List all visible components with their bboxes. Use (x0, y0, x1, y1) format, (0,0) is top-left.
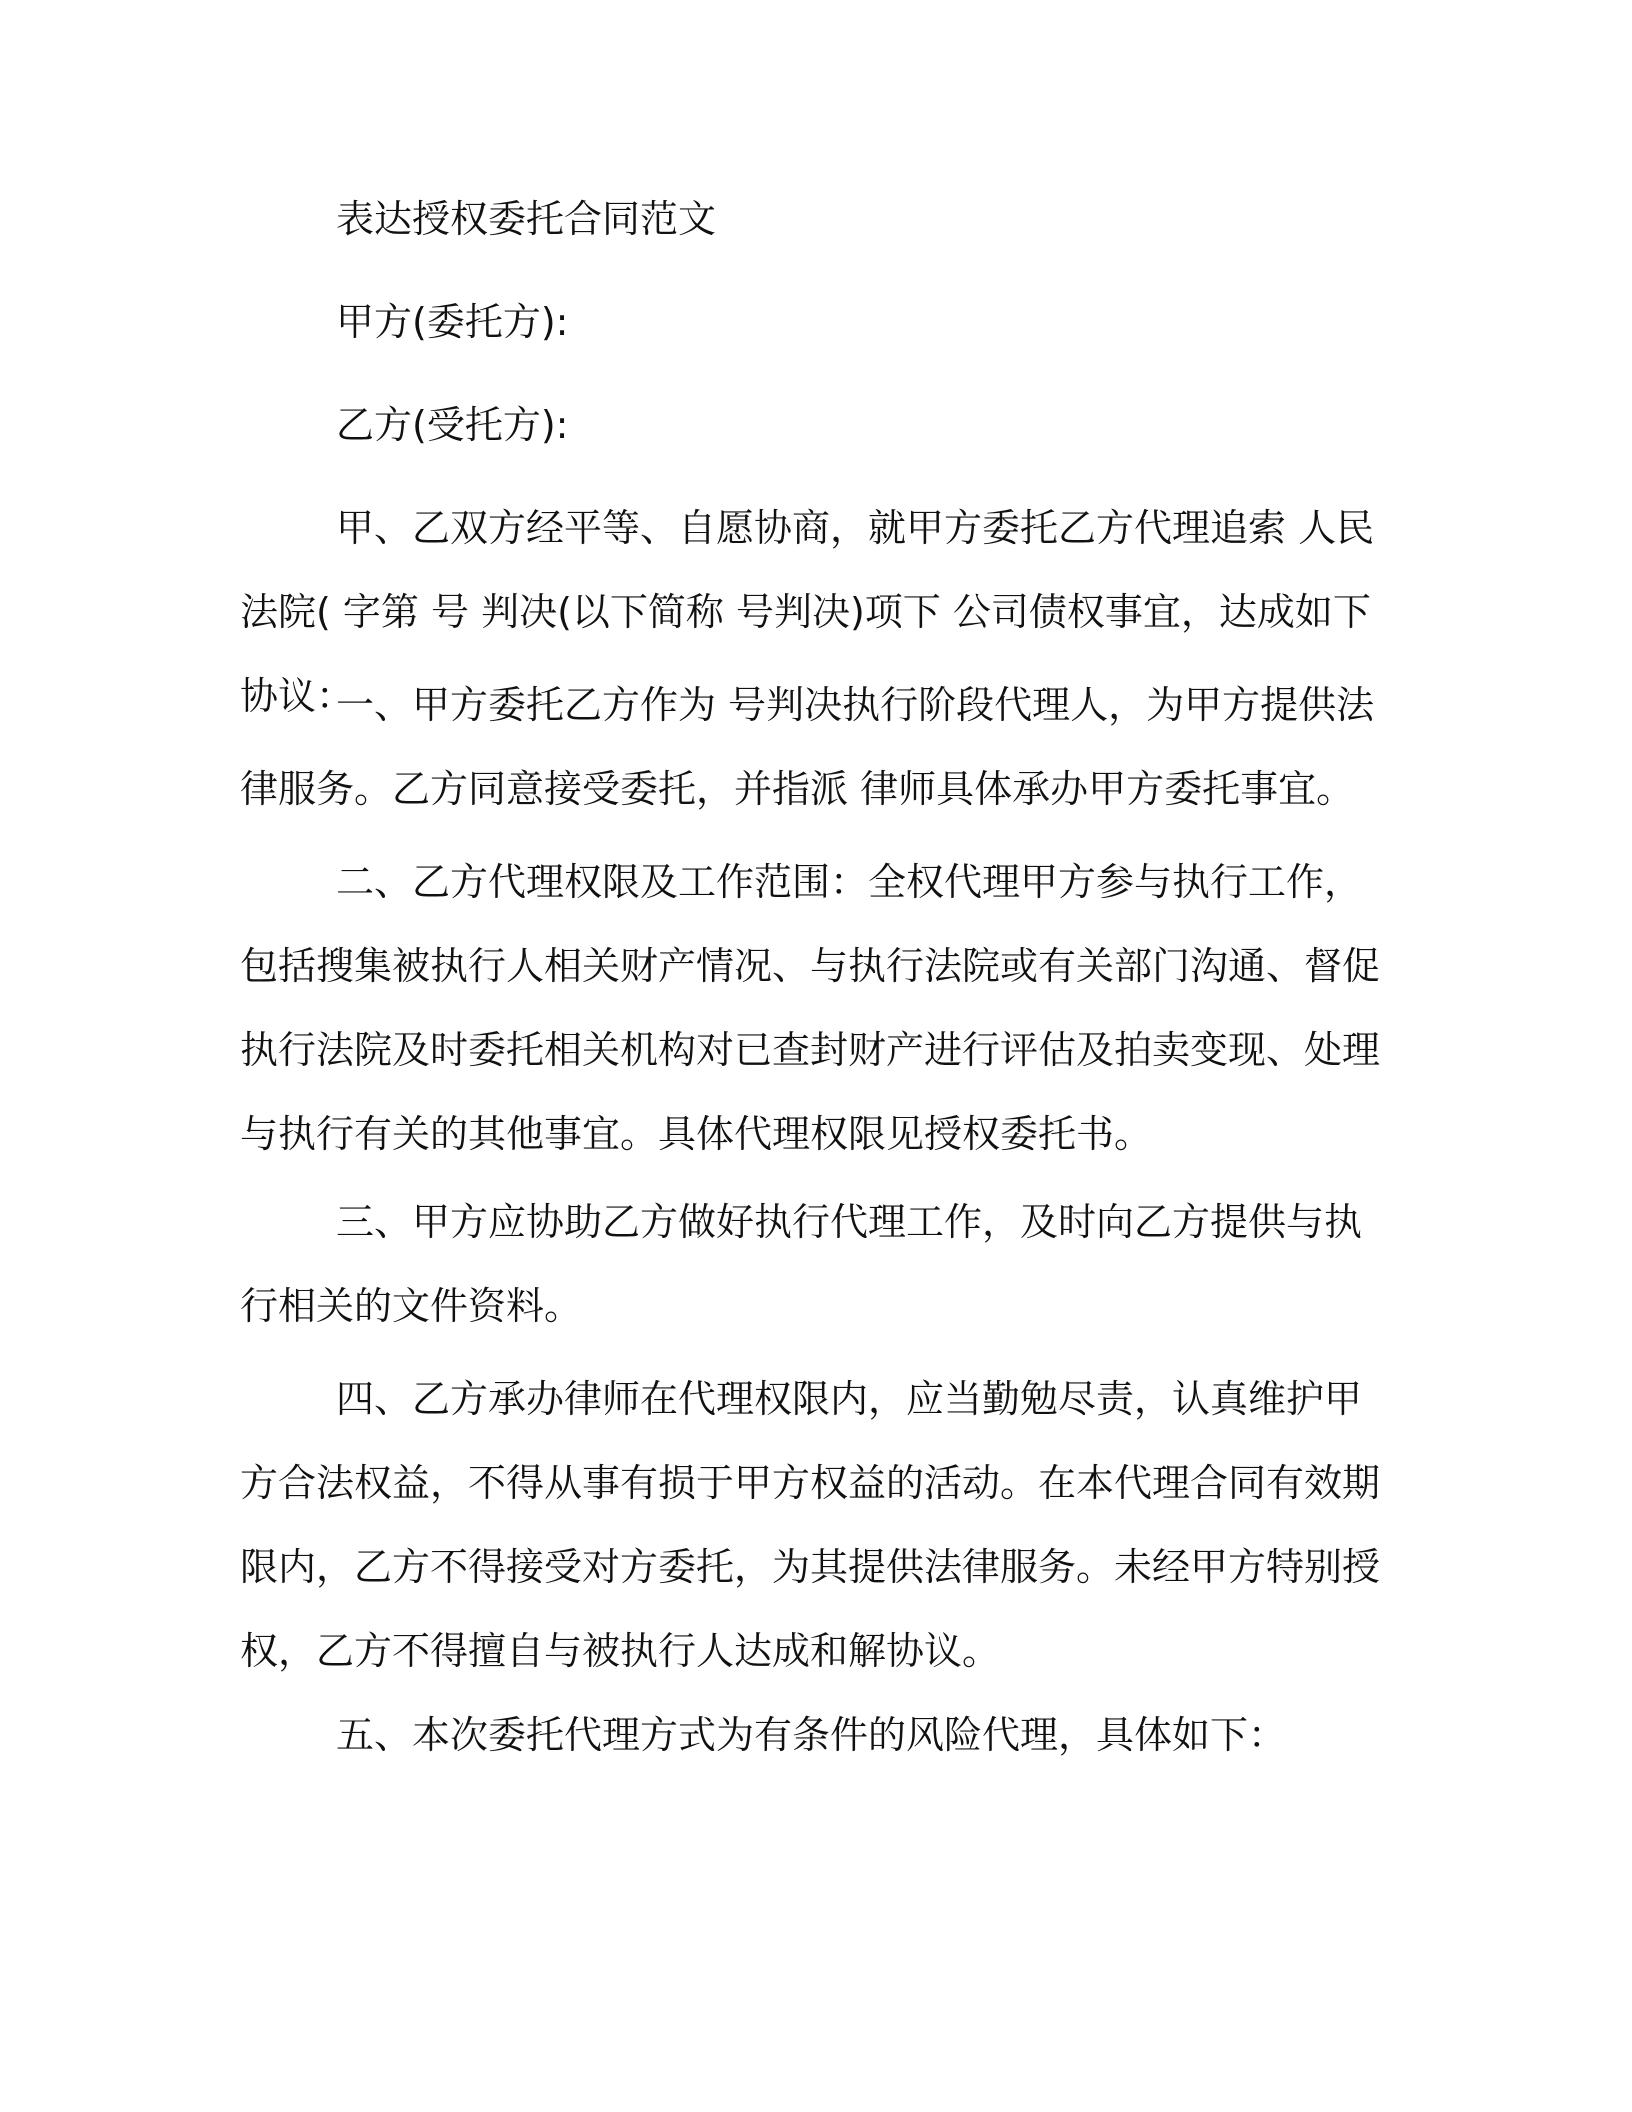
clause-5: 五、本次委托代理方式为有条件的风险代理，具体如下： (336, 1713, 1287, 1757)
clause-3: 三、甲方应协助乙方做好执行代理工作，及时向乙方提供与执行相关的文件资料。 (240, 1200, 1363, 1328)
clause-1: 一、甲方委托乙方作为 号判决执行阶段代理人，为甲方提供法律服务。乙方同意接受委托，并指派 律师具体承办甲方委托事宜。 (240, 683, 1375, 811)
document-title: 表达授权委托合同范文 (336, 197, 717, 241)
intro-paragraph: 甲、乙双方经平等、自愿协商，就甲方委托乙方代理追索 人民法院( 字第 号 判决(以下简称 号判决)项下 公司债权事宜，达成如下协议： (240, 506, 1375, 718)
party-a-line: 甲方(委托方): (336, 300, 569, 344)
clause-4: 四、乙方承办律师在代理权限内，应当勤勉尽责，认真维护甲方合法权益，不得从事有损于甲方权益的活动。在本代理合同有效期限内，乙方不得接受对方委托，为其提供法律服务。未经甲方特别授权，乙方不得擅自与被执行人达成和解协议。 (240, 1377, 1381, 1673)
clause-2: 二、乙方代理权限及工作范围：全权代理甲方参与执行工作，包括搜集被执行人相关财产情况、与执行法院或有关部门沟通、督促执行法院及时委托相关机构对已查封财产进行评估及拍卖变现、处理与执行有关的其他事宜。具体代理权限见授权委托书。 (240, 860, 1381, 1156)
party-b-line: 乙方(受托方): (336, 403, 569, 447)
